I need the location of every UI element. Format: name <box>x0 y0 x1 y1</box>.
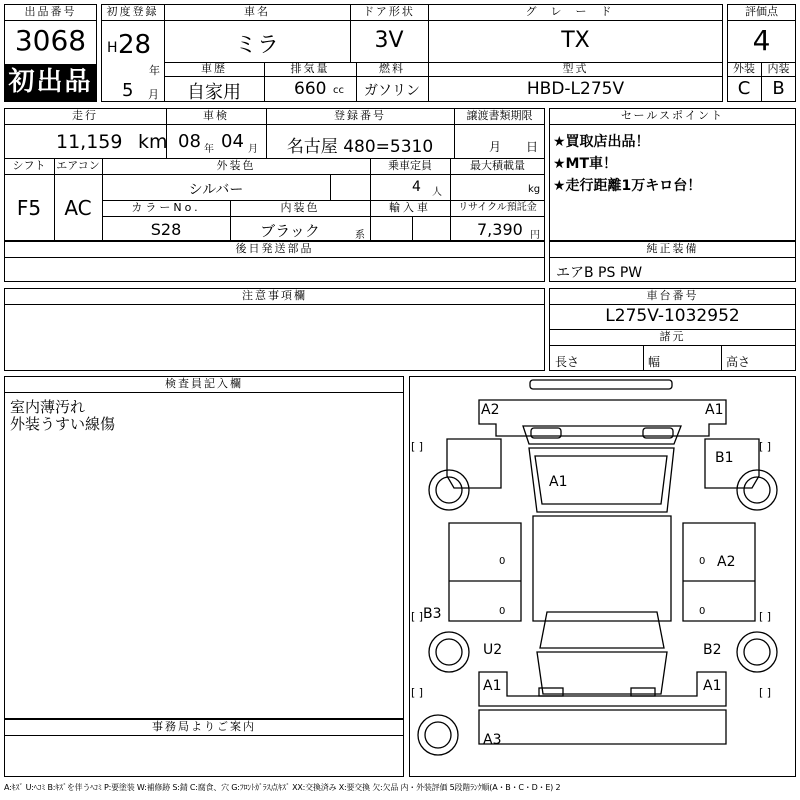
sales-point-3: ★走行距離1万キロ台！ <box>553 178 702 194</box>
right-front-wheel <box>737 632 777 672</box>
disp-label: 排気量 <box>290 62 330 75</box>
spare-wheel <box>418 715 458 755</box>
import-label: 輸入車 <box>389 201 431 214</box>
mark-right-rear-wheel: B1 <box>715 450 734 466</box>
sales-point-2: ★MT車！ <box>553 156 618 172</box>
seats-unit: 人 <box>432 187 442 198</box>
later-label: 後日発送部品 <box>235 242 314 255</box>
mark-rear-left: A2 <box>481 402 500 418</box>
ext-label: 外装 <box>733 62 755 75</box>
front-outline <box>479 672 726 706</box>
equip-label: 純正装備 <box>646 242 699 255</box>
office-label: 事務局よりご案内 <box>152 720 256 733</box>
door-value: 3V <box>374 28 404 53</box>
history-value: 自家用 <box>187 82 241 103</box>
reg-month-unit: 月 <box>148 88 159 101</box>
length-label: 長さ <box>555 355 580 369</box>
int-color-unit: 系 <box>355 230 365 241</box>
inspect-month: 04 <box>221 131 244 152</box>
history-label: 車歴 <box>201 62 227 75</box>
seats-value: 4 <box>412 179 421 195</box>
score-label: 評価点 <box>745 5 778 18</box>
left-body-side <box>447 439 501 488</box>
bracket-left-top: [ ] <box>411 440 424 453</box>
bracket-right-top: [ ] <box>759 440 772 453</box>
int-color-value: ブラック <box>260 222 320 240</box>
mileage-value: 11,159 <box>56 131 123 153</box>
mark-zero-4: 0 <box>699 606 706 617</box>
mark-zero-2: 0 <box>499 606 506 617</box>
sales-label: セールスポイント <box>620 109 724 122</box>
reg-year: 28 <box>118 30 152 60</box>
inspector-note-2: 外装うすい線傷 <box>10 415 116 433</box>
color-value: シルバー <box>188 182 244 198</box>
left-rear-wheel <box>429 470 469 510</box>
seats-label: 乗車定員 <box>388 159 432 172</box>
equip-value: エアB PS PW <box>556 265 643 281</box>
mark-right-front-fender: B2 <box>703 642 722 658</box>
left-front-wheel <box>429 632 469 672</box>
disp-unit: cc <box>333 85 344 96</box>
car-diagram <box>409 376 796 777</box>
transfer-day: 日 <box>526 140 539 154</box>
bracket-right-mid: [ ] <box>759 610 772 623</box>
lot-label: 出品番号 <box>24 5 77 18</box>
cabin-center <box>533 516 671 621</box>
legend-text: A:ｷｽﾞ U:ﾍｺﾐ B:ｷｽﾞを伴うﾍｺﾐ P:要塗装 W:補修跡 S:錆 C:腐食、穴 G:ﾌﾛﾝﾄｶﾞﾗｽ点ｷｽﾞ XX:交換済み X:要交換 欠:欠品 内・外装評価 5段階ﾗﾝｸ順(A・B・C・D・E) 2 <box>4 783 561 792</box>
recycle-label: リサイクル預託金 <box>458 202 537 213</box>
plate-value: 名古屋 480=5310 <box>286 137 434 157</box>
right-rear-wheel <box>737 470 777 510</box>
reg-era: H <box>107 40 118 56</box>
int-label: 内装 <box>767 62 790 75</box>
grade-value: TX <box>561 28 590 53</box>
plate-label: 登録番号 <box>334 109 386 122</box>
mark-right-door: A2 <box>717 554 736 570</box>
rear-glass <box>523 426 681 444</box>
mark-bumper: A3 <box>483 732 502 748</box>
front-bumper <box>479 710 726 744</box>
sales-point-1: ★買取店出品！ <box>553 134 650 150</box>
inspect-year: 08 <box>178 131 201 152</box>
inspect-month-unit: 月 <box>248 144 258 155</box>
model-label: 型式 <box>562 62 589 75</box>
mark-zero-1: 0 <box>499 556 506 567</box>
name-label: 車名 <box>244 5 270 18</box>
rear-outline <box>479 400 726 436</box>
mark-rear-right: A1 <box>705 402 724 418</box>
mark-front-left: A1 <box>483 678 502 694</box>
recycle-unit: 円 <box>530 230 540 241</box>
inspect-label: 車検 <box>203 109 229 122</box>
mark-zero-3: 0 <box>699 556 706 567</box>
mileage-label: 走行 <box>72 109 98 122</box>
bracket-right-bot: [ ] <box>759 686 772 699</box>
color-no-label: カラーNo. <box>131 201 201 214</box>
left-door <box>449 523 521 621</box>
inspector-label: 検査員記入欄 <box>165 377 243 390</box>
door-label: ドア形状 <box>363 5 415 18</box>
int-color-label: 内装色 <box>280 201 320 214</box>
mark-left-front-fender: U2 <box>483 642 503 658</box>
reg-month: 5 <box>122 80 134 101</box>
lot-number: 3068 <box>14 24 87 57</box>
inspect-year-unit: 年 <box>204 144 214 155</box>
first-listing-badge: 初出品 <box>5 64 96 101</box>
mileage-unit: km <box>138 131 168 153</box>
inspector-note-1: 室内薄汚れ <box>10 398 86 416</box>
color-label: 外装色 <box>216 159 256 172</box>
fuel-label: 燃料 <box>379 62 405 75</box>
chassis-value: L275V-1032952 <box>605 306 740 326</box>
dims-label: 諸元 <box>659 330 686 343</box>
width-label: 幅 <box>648 355 661 369</box>
ext-grade: C <box>737 78 751 99</box>
model-value: HBD-L275V <box>526 79 625 99</box>
right-headlight <box>631 688 655 696</box>
shift-value: F5 <box>16 196 42 220</box>
shift-label: シフト <box>12 159 46 172</box>
load-unit: kg <box>528 184 541 195</box>
transfer-label: 譲渡書類期限 <box>466 109 533 122</box>
mark-front-right: A1 <box>703 678 722 694</box>
bracket-left-mid: [ ] <box>411 610 424 623</box>
mark-roof: A1 <box>549 474 568 490</box>
transfer-month: 月 <box>489 140 502 154</box>
car-name: ミラ <box>234 33 279 58</box>
disp-value: 660 <box>294 79 327 99</box>
ac-label: エアコン <box>56 159 100 172</box>
load-label: 最大積載量 <box>470 159 525 172</box>
bracket-left-bot: [ ] <box>411 686 424 699</box>
mark-left-sill: B3 <box>423 606 442 622</box>
reg-label: 初度登録 <box>106 5 159 18</box>
recycle-value: 7,390 <box>477 220 523 239</box>
height-label: 高さ <box>726 355 751 369</box>
reg-year-unit: 年 <box>149 64 160 77</box>
rear-spoiler <box>530 380 672 389</box>
color-no-value: S28 <box>150 220 182 239</box>
score-value: 4 <box>752 24 771 57</box>
fuel-value: ガソリン <box>364 83 420 99</box>
right-door <box>683 523 755 621</box>
windshield <box>540 612 664 648</box>
int-grade: B <box>772 78 785 99</box>
grade-label: グレード <box>525 5 626 18</box>
chassis-label: 車台番号 <box>646 289 699 302</box>
ac-value: AC <box>64 196 92 220</box>
notes-label: 注意事項欄 <box>242 289 307 302</box>
